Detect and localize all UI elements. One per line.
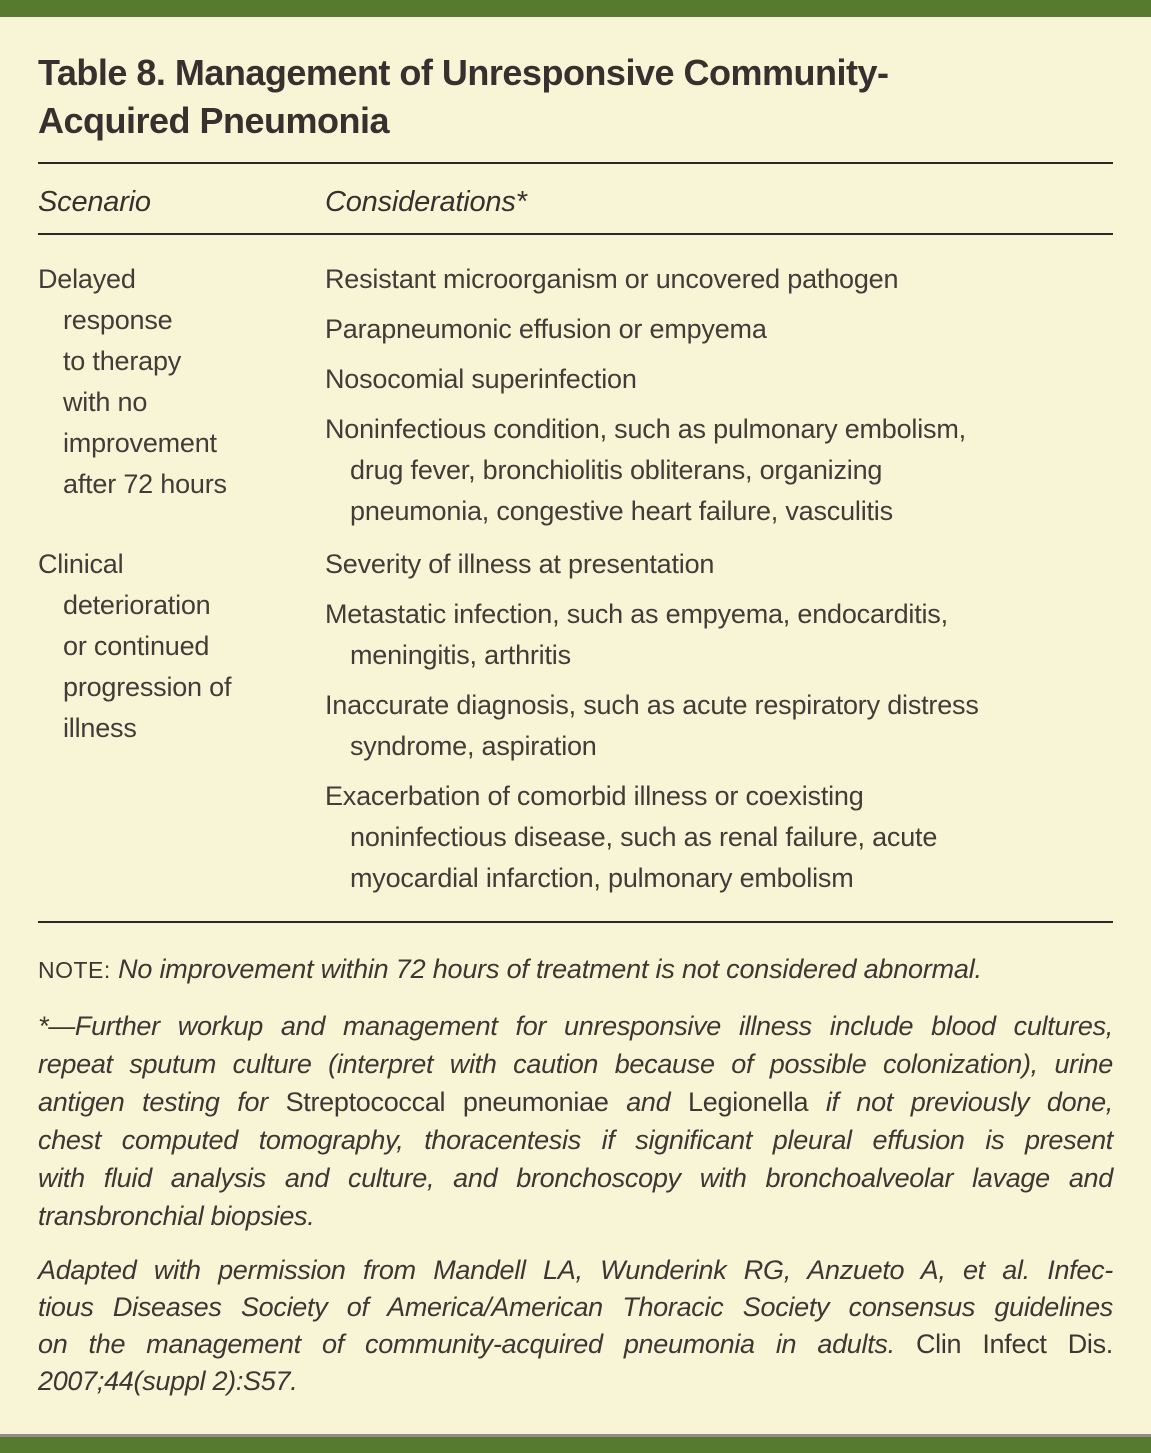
footnote-line: transbronchial biopsies. bbox=[38, 1201, 315, 1231]
scenario-line: response bbox=[63, 305, 173, 335]
consideration-line: Severity of illness at presentation bbox=[325, 549, 715, 579]
footnote-paragraph bbox=[38, 1007, 1113, 1235]
scenario-line: illness bbox=[63, 713, 137, 743]
consideration-item bbox=[325, 259, 1113, 300]
footnote-line: *—Further workup and management for unresponsive illness include blood cultures, bbox=[38, 1011, 1113, 1041]
organism-name-streptococcal: Streptococcal pneumoniae bbox=[285, 1087, 609, 1117]
table-title-line2: Acquired Pneumonia bbox=[38, 100, 390, 141]
scenario-line: after 72 hours bbox=[63, 469, 227, 499]
organism-name-legionella: Legionella bbox=[688, 1087, 809, 1117]
note-label: NOTE: bbox=[38, 957, 111, 983]
scenario-line: improvement bbox=[63, 428, 217, 458]
consideration-line: Nosocomial superinfection bbox=[325, 364, 637, 394]
footnote-segment: and bbox=[608, 1087, 689, 1117]
table-content bbox=[0, 49, 1151, 1400]
considerations-cell bbox=[325, 544, 1113, 899]
table-title-line1: Table 8. Management of Unresponsive Community- bbox=[38, 52, 889, 93]
divider-under-header bbox=[38, 233, 1113, 235]
consideration-line: drug fever, bronchiolitis obliterans, organizing bbox=[350, 455, 883, 485]
consideration-item bbox=[325, 594, 1113, 676]
consideration-line: Exacerbation of comorbid illness or coexisting bbox=[325, 781, 864, 811]
note-text: No improvement within 72 hours of treatment is not considered abnormal. bbox=[118, 954, 982, 984]
citation-line: Adapted with permission from Mandell LA, Wunderink RG, Anzueto A, et al. Infec- bbox=[38, 1255, 1113, 1285]
consideration-item bbox=[325, 409, 1113, 532]
divider-under-title bbox=[38, 162, 1113, 164]
scenario-line: Clinical bbox=[38, 549, 124, 579]
consideration-line: syndrome, aspiration bbox=[350, 731, 597, 761]
citation-paragraph bbox=[38, 1252, 1113, 1400]
column-header-scenario: Scenario bbox=[38, 186, 151, 218]
footnote-line bbox=[38, 1083, 1113, 1121]
consideration-line: meningitis, arthritis bbox=[350, 640, 571, 670]
consideration-item bbox=[325, 359, 1113, 400]
citation-line: 2007;44(suppl 2):S57. bbox=[38, 1366, 298, 1396]
consideration-item bbox=[325, 776, 1113, 899]
footnote-line: repeat sputum culture (interpret with caution because of possible colonization), urine bbox=[38, 1049, 1113, 1079]
table-row bbox=[38, 259, 1113, 532]
consideration-line: pneumonia, congestive heart failure, vasculitis bbox=[350, 496, 893, 526]
consideration-line: Noninfectious condition, such as pulmonary embolism, bbox=[325, 414, 966, 444]
consideration-item bbox=[325, 685, 1113, 767]
column-header-considerations: Considerations* bbox=[325, 186, 527, 218]
scenario-line: Delayed bbox=[38, 264, 136, 294]
scenario-cell-delayed-response bbox=[38, 259, 325, 532]
citation-line bbox=[38, 1326, 1113, 1363]
journal-name: Clin Infect Dis. bbox=[915, 1329, 1114, 1359]
consideration-line: Metastatic infection, such as empyema, endocarditis, bbox=[325, 599, 948, 629]
footnote-segment: if not previously done, bbox=[808, 1087, 1113, 1117]
scenario-line: with no bbox=[63, 387, 148, 417]
scenario-line: progression of bbox=[63, 672, 232, 702]
scenario-line: deterioration bbox=[63, 590, 211, 620]
consideration-line: Resistant microorganism or uncovered pathogen bbox=[325, 264, 899, 294]
footnote-line: with fluid analysis and culture, and bronchoscopy with bronchoalveolar lavage and bbox=[38, 1163, 1113, 1193]
table-title bbox=[38, 49, 1113, 145]
top-border-bar bbox=[0, 0, 1151, 19]
scenario-line: to therapy bbox=[63, 346, 182, 376]
bottom-border-bar bbox=[0, 1434, 1151, 1453]
scenario-cell-clinical-deterioration bbox=[38, 544, 325, 899]
scenario-line: or continued bbox=[63, 631, 210, 661]
consideration-line: Parapneumonic effusion or empyema bbox=[325, 314, 767, 344]
consideration-line: myocardial infarction, pulmonary embolism bbox=[350, 863, 854, 893]
consideration-line: Inaccurate diagnosis, such as acute respiratory distress bbox=[325, 690, 979, 720]
footnote-line: chest computed tomography, thoracentesis if significant pleural effusion is present bbox=[38, 1125, 1113, 1155]
consideration-item bbox=[325, 544, 1113, 585]
consideration-line: noninfectious disease, such as renal failure, acute bbox=[350, 822, 938, 852]
table-body bbox=[38, 259, 1113, 899]
citation-line: tious Diseases Society of America/American Thoracic Society consensus guidelines bbox=[38, 1292, 1113, 1322]
divider-under-table bbox=[38, 921, 1113, 923]
consideration-item bbox=[325, 309, 1113, 350]
citation-segment: on the management of community-acquired pneumonia in adults. bbox=[38, 1329, 916, 1359]
note-paragraph bbox=[38, 949, 1113, 990]
footnote-segment: antigen testing for bbox=[38, 1087, 286, 1117]
table-header-row bbox=[38, 186, 1113, 219]
table-row bbox=[38, 544, 1113, 899]
considerations-cell bbox=[325, 259, 1113, 532]
